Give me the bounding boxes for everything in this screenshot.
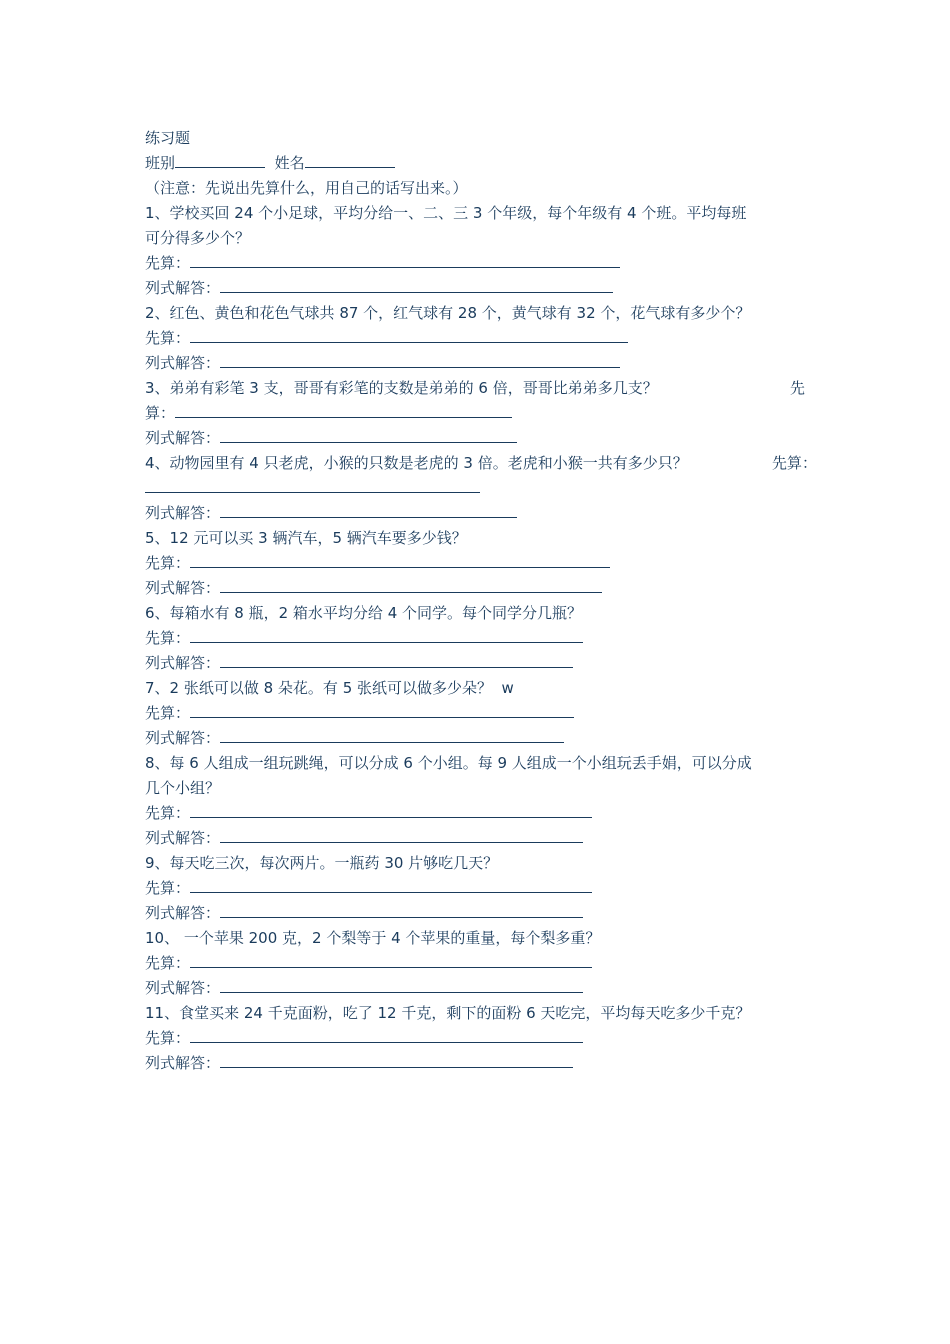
q6-first-step-blank[interactable]	[190, 626, 583, 643]
q4-first-step-blank[interactable]	[145, 476, 480, 493]
question-1-line-1	[145, 201, 746, 226]
title-text: 练习题	[145, 129, 191, 147]
solution-label: 列式解答：	[145, 654, 221, 672]
first-step-label: 先算：	[145, 704, 191, 722]
q8-text-2: 几个小组？	[145, 779, 221, 797]
question-1-line-2	[145, 226, 250, 251]
q6-first-step-row	[145, 626, 583, 651]
q6-text: 6、每箱水有 8 瓶，2 箱水平均分给 4 个同学。每个同学分几瓶？	[145, 604, 583, 622]
solution-label: 列式解答：	[145, 729, 221, 747]
q1-text-2: 可分得多少个？	[145, 229, 251, 247]
name-label: 姓名	[274, 154, 305, 172]
q9-solution-row	[145, 901, 583, 926]
solution-label: 列式解答：	[145, 904, 221, 922]
instruction-note	[145, 176, 468, 201]
class-label: 班别	[145, 154, 176, 172]
note-text: （注意：先说出先算什么，用自己的话写出来。）	[145, 179, 468, 197]
q8-solution-blank[interactable]	[220, 826, 583, 843]
class-blank[interactable]	[175, 151, 265, 168]
q8-first-step-blank[interactable]	[190, 801, 592, 818]
first-step-label: 先算：	[145, 879, 191, 897]
q11-solution-row	[145, 1051, 573, 1076]
q4-solution-row	[145, 501, 517, 526]
q3-text: 3、弟弟有彩笔 3 支，哥哥有彩笔的支数是弟弟的 6 倍，哥哥比弟弟多几支？	[145, 379, 658, 397]
q4-first-step-row	[145, 476, 480, 501]
question-2	[145, 301, 750, 326]
q2-first-step-row	[145, 326, 628, 351]
q3-tail-text: 先	[790, 379, 806, 397]
first-step-label: 先算：	[145, 554, 191, 572]
q11-first-step-row	[145, 1026, 583, 1051]
question-5	[145, 526, 467, 551]
solution-label: 列式解答：	[145, 1054, 221, 1072]
q9-solution-blank[interactable]	[220, 901, 583, 918]
q1-first-step-row	[145, 251, 620, 276]
q3-solution-blank[interactable]	[220, 426, 517, 443]
solution-label: 列式解答：	[145, 354, 221, 372]
first-step-label: 先算：	[145, 954, 191, 972]
solution-label: 列式解答：	[145, 829, 221, 847]
q2-first-step-blank[interactable]	[190, 326, 628, 343]
q10-solution-row	[145, 976, 583, 1001]
solution-label: 列式解答：	[145, 979, 221, 997]
q1-solution-row	[145, 276, 613, 301]
q1-text: 1、学校买回 24 个小足球，平均分给一、二、三 3 个年级，每个年级有 4 个班。平均每班	[145, 204, 747, 222]
q2-solution-blank[interactable]	[220, 351, 620, 368]
q4-first-step-prefix	[772, 451, 817, 476]
q3-first-step-label: 算：	[145, 404, 176, 422]
question-4	[145, 451, 688, 476]
q9-first-step-blank[interactable]	[190, 876, 592, 893]
first-step-label: 先算：	[145, 804, 191, 822]
worksheet-title	[145, 126, 190, 151]
q7-first-step-row	[145, 701, 574, 726]
q4-text: 4、动物园里有 4 只老虎，小猴的只数是老虎的 3 倍。老虎和小猴一共有多少只？	[145, 454, 688, 472]
question-11	[145, 1001, 750, 1026]
q8-first-step-row	[145, 801, 592, 826]
q7-solution-blank[interactable]	[220, 726, 564, 743]
question-10	[145, 926, 600, 951]
solution-label: 列式解答：	[145, 504, 221, 522]
q11-text: 11、食堂买来 24 千克面粉，吃了 12 千克，剩下的面粉 6 天吃完，平均每天吃多少千克？	[145, 1004, 751, 1022]
q1-solution-blank[interactable]	[220, 276, 613, 293]
q10-solution-blank[interactable]	[220, 976, 583, 993]
q7-first-step-blank[interactable]	[190, 701, 574, 718]
q3-solution-row	[145, 426, 517, 451]
question-8-line-2	[145, 776, 220, 801]
q6-solution-blank[interactable]	[220, 651, 573, 668]
q7-text: 7、2 张纸可以做 8 朵花。有 5 张纸可以做多少朵？ w	[145, 679, 514, 697]
q7-solution-row	[145, 726, 564, 751]
q5-first-step-blank[interactable]	[190, 551, 610, 568]
q10-first-step-row	[145, 951, 592, 976]
q5-solution-row	[145, 576, 602, 601]
q8-text: 8、每 6 人组成一组玩跳绳，可以分成 6 个小组。每 9 人组成一个小组玩丢手娟，可以分成	[145, 754, 752, 772]
class-name-row	[145, 151, 395, 176]
question-9	[145, 851, 498, 876]
first-step-label: 先算：	[145, 329, 191, 347]
q11-solution-blank[interactable]	[220, 1051, 573, 1068]
question-6	[145, 601, 582, 626]
first-step-label: 先算：	[145, 1029, 191, 1047]
q2-solution-row	[145, 351, 620, 376]
first-step-label: 先算：	[145, 254, 191, 272]
q9-first-step-row	[145, 876, 592, 901]
solution-label: 列式解答：	[145, 579, 221, 597]
q9-text: 9、每天吃三次，每次两片。一瓶药 30 片够吃几天？	[145, 854, 499, 872]
q8-solution-row	[145, 826, 583, 851]
q5-first-step-row	[145, 551, 610, 576]
solution-label: 列式解答：	[145, 429, 221, 447]
q5-text: 5、12 元可以买 3 辆汽车，5 辆汽车要多少钱？	[145, 529, 467, 547]
q11-first-step-blank[interactable]	[190, 1026, 583, 1043]
q6-solution-row	[145, 651, 573, 676]
q5-solution-blank[interactable]	[220, 576, 602, 593]
question-3	[145, 376, 658, 401]
q3-first-step-row	[145, 401, 512, 426]
q1-first-step-blank[interactable]	[190, 251, 620, 268]
first-step-label: 先算：	[145, 629, 191, 647]
solution-label: 列式解答：	[145, 279, 221, 297]
q2-text: 2、红色、黄色和花色气球共 87 个，红气球有 28 个，黄气球有 32 个，花气球有多少个？	[145, 304, 751, 322]
q4-solution-blank[interactable]	[220, 501, 517, 518]
question-7	[145, 676, 514, 701]
q3-first-step-prefix	[790, 376, 805, 401]
name-blank[interactable]	[305, 151, 395, 168]
question-8-line-1	[145, 751, 752, 776]
q10-text: 10、 一个苹果 200 克，2 个梨等于 4 个苹果的重量，每个梨多重？	[145, 929, 601, 947]
q10-first-step-blank[interactable]	[190, 951, 592, 968]
q3-first-step-blank[interactable]	[175, 401, 512, 418]
q4-tail-text: 先算：	[772, 454, 818, 472]
